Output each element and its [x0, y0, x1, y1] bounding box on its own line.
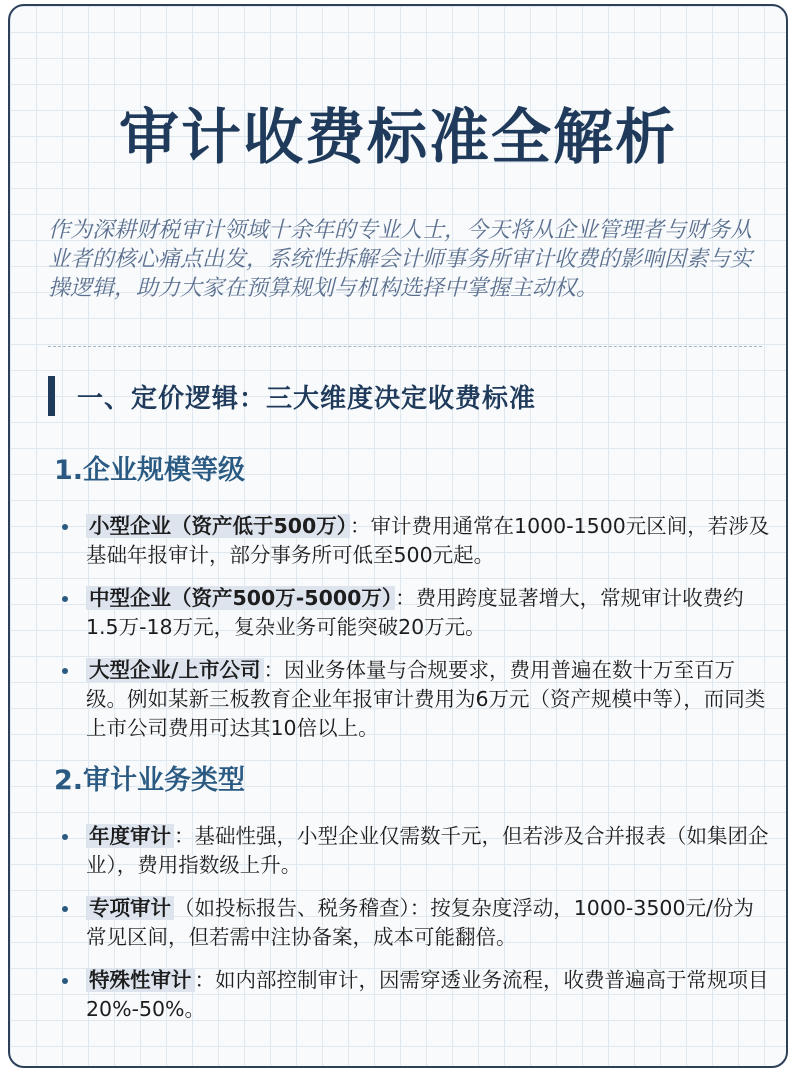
- item-label: 中型企业（资产500万-5000万）: [86, 586, 395, 610]
- item-label: 大型企业/上市公司: [86, 658, 264, 682]
- intro-paragraph: 作为深耕财税审计领域十余年的专业人士，今天将从企业管理者与财务从业者的核心痛点出发，系统性拆解会计师事务所审计收费的影响因素与实操逻辑，助力大家在预算规划与机构选择中掌握主动权。: [48, 218, 753, 301]
- dashed-divider: [48, 346, 762, 347]
- bullet-icon: [62, 596, 68, 602]
- item-label: 特殊性审计: [86, 968, 195, 992]
- item-label: 专项审计: [86, 896, 174, 920]
- article-card: [8, 4, 788, 1068]
- item-text: ：如内部控制审计，因需穿透业务流程，收费普遍高于常规项目20%-50%。: [86, 968, 769, 1021]
- bullet-icon: [62, 834, 68, 840]
- list-item: [54, 512, 770, 570]
- bullet-icon: [62, 668, 68, 674]
- item-text: （如投标报告、税务稽查）：按复杂度浮动，1000-3500元/份为常见区间，但若需中注协备案，成本可能翻倍。: [86, 896, 754, 949]
- list-item: [54, 966, 770, 1024]
- list-item: [54, 656, 770, 743]
- list-item: [54, 894, 770, 952]
- list-item: [54, 584, 770, 642]
- list-item: [54, 822, 770, 880]
- item-text: ：审计费用通常在1000-1500元区间，若涉及基础年报审计，部分事务所可低至500元起。: [86, 514, 770, 567]
- section-accent-bar: [48, 376, 55, 416]
- item-label: 年度审计: [86, 824, 174, 848]
- section-heading-text: 一、定价逻辑：三大维度决定收费标准: [77, 383, 537, 414]
- item-text: ：费用跨度显著增大，常规审计收费约1.5万-18万元，复杂业务可能突破20万元。: [86, 586, 744, 639]
- bullet-icon: [62, 978, 68, 984]
- bullet-icon: [62, 524, 68, 530]
- section-heading: [48, 374, 536, 418]
- page-title: 审计收费标准全解析: [119, 103, 677, 173]
- bullet-icon: [62, 906, 68, 912]
- subheading-audit-type: 2.审计业务类型: [54, 765, 246, 796]
- item-text: ：因业务体量与合规要求，费用普遍在数十万至百万级。例如某新三板教育企业年报审计费用为6万元（资产规模中等），而同类上市公司费用可达其10倍以上。: [86, 658, 766, 740]
- item-label: 小型企业（资产低于500万）: [86, 514, 350, 538]
- company-size-list: [54, 512, 770, 757]
- subheading-company-size: 1.企业规模等级: [54, 455, 246, 486]
- item-text: ：基础性强，小型企业仅需数千元，但若涉及合并报表（如集团企业），费用指数级上升。: [86, 824, 769, 877]
- audit-type-list: [54, 822, 770, 1038]
